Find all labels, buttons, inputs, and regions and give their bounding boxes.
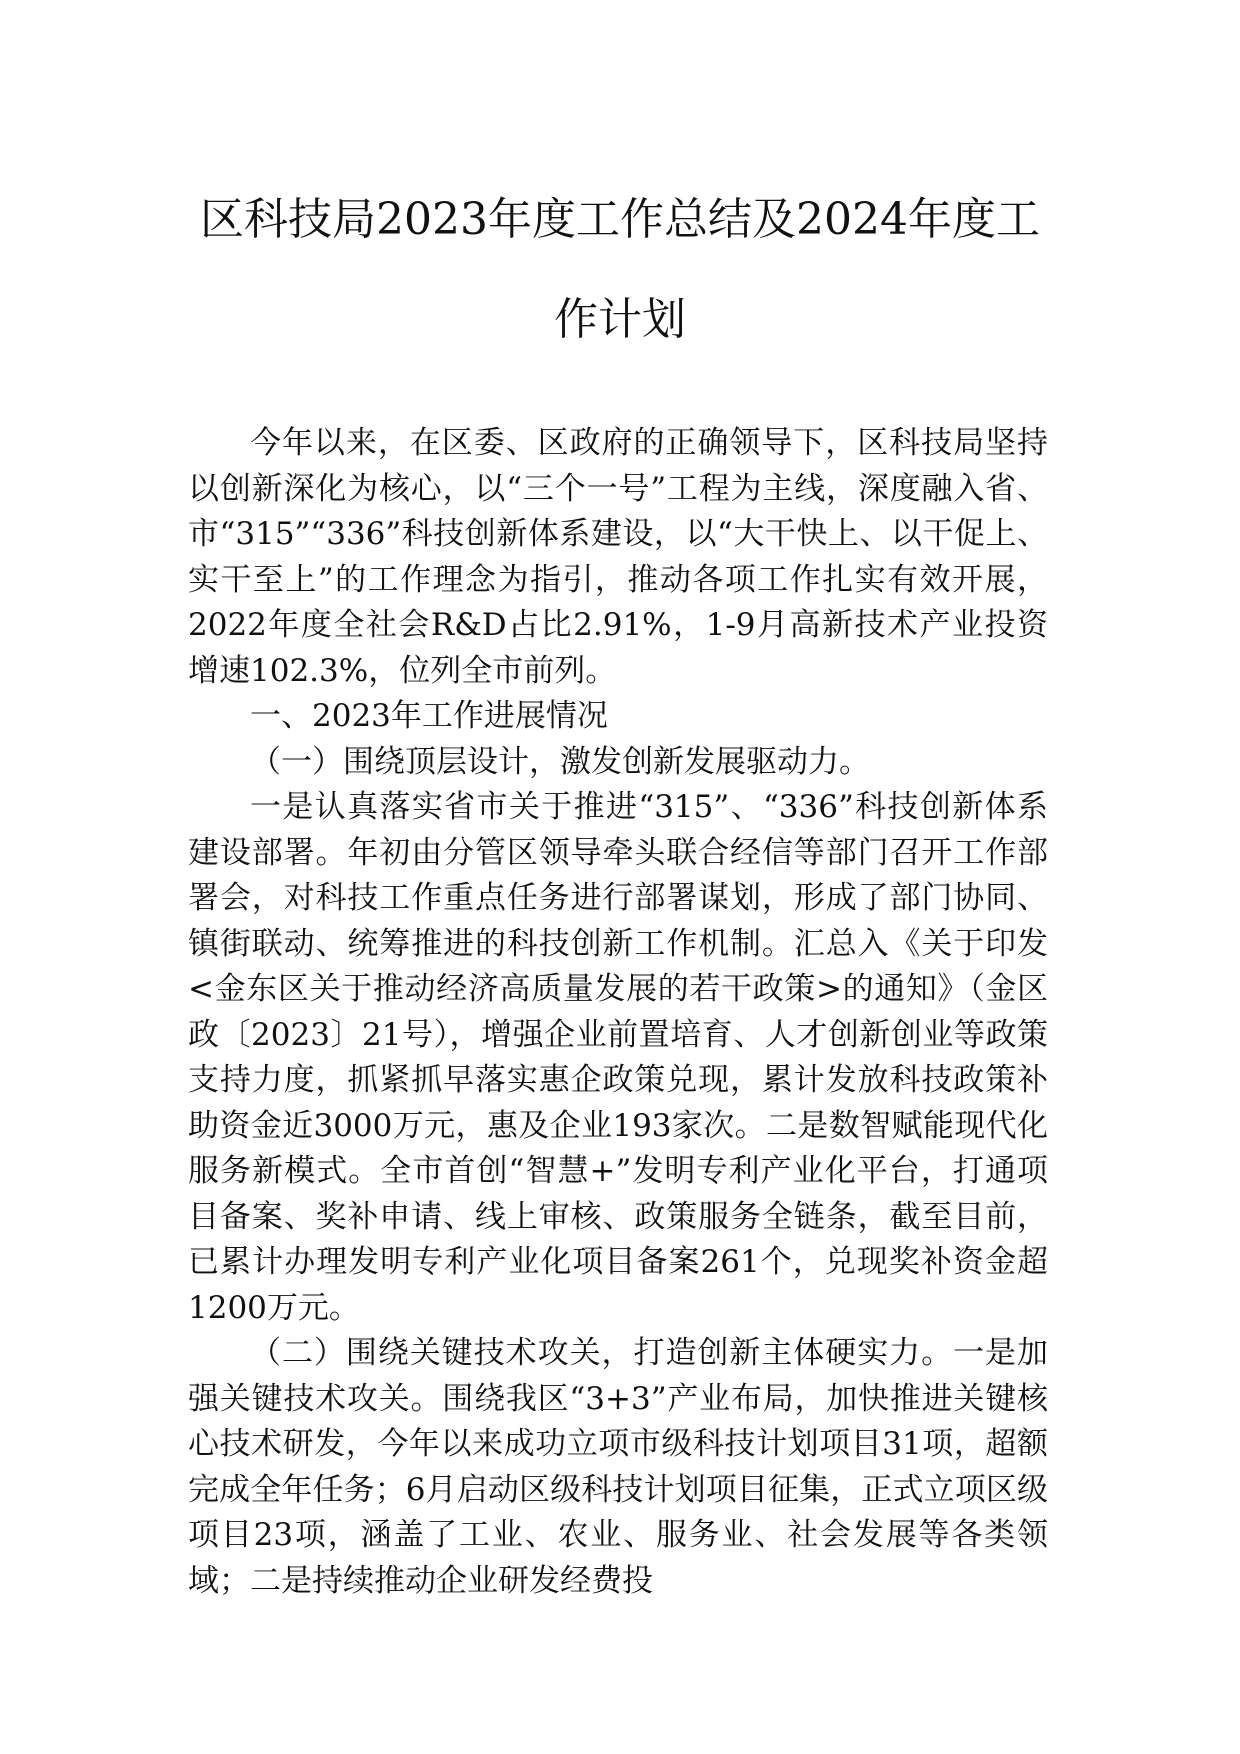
title-line-1: 区科技局2023年度工作总结及2024年度工 [200,194,1040,245]
section-heading-1: 一、2023年工作进展情况 [250,698,608,734]
paragraph-intro: 今年以来，在区委、区政府的正确领导下，区科技局坚持以创新深化为核心，以“三个一号”工程为主线，深度融入省、市“315”“336”科技创新体系建设，以“大干快上、以干促上、实干至上”的工作理念为指引，推动各项工作扎实有效开展，2022年度全社会R&D占比2.91%，1-9月高新技术产业投资增速102.3%，位列全市前列。 [188,425,1048,689]
title-line-2: 作计划 [554,294,686,345]
paragraph-subsection-1: 一是认真落实省市关于推进“315”、“336”科技创新体系建设部署。年初由分管区领导牵头联合经信等部门召开工作部署会，对科技工作重点任务进行部署谋划，形成了部门协同、镇街联动、统筹推进的科技创新工作机制。汇总入《关于印发<金东区关于推动经济高质量发展的若干政策>的通知》（金区政〔2023〕21号），增强企业前置培育、人才创新创业等政策支持力度，抓紧抓早落实惠企政策兑现，累计发放科技政策补助资金近3000万元，惠及企业193家次。二是数智赋能现代化服务新模式。全市首创“智慧+”发明专利产业化平台，打通项目备案、奖补申请、线上审核、政策服务全链条，截至目前，已累计办理发明专利产业化项目备案261个，兑现奖补资金超1200万元。 [188,789,1048,1326]
document-title [170,170,1070,370]
document-body [188,421,1048,1604]
subsection-heading-1: （一）围绕顶层设计，激发创新发展驱动力。 [250,743,870,780]
paragraph-subsection-2: （二）围绕关键技术攻关，打造创新主体硬实力。一是加强关键技术攻关。围绕我区“3+3”产业布局，加快推进关键核心技术研发，今年以来成功立项市级科技计划项目31项，超额完成全年任务；6月启动区级科技计划项目征集，正式立项区级项目23项，涵盖了工业、农业、服务业、社会发展等各类领域；二是持续推动企业研发经费投 [188,1335,1048,1599]
